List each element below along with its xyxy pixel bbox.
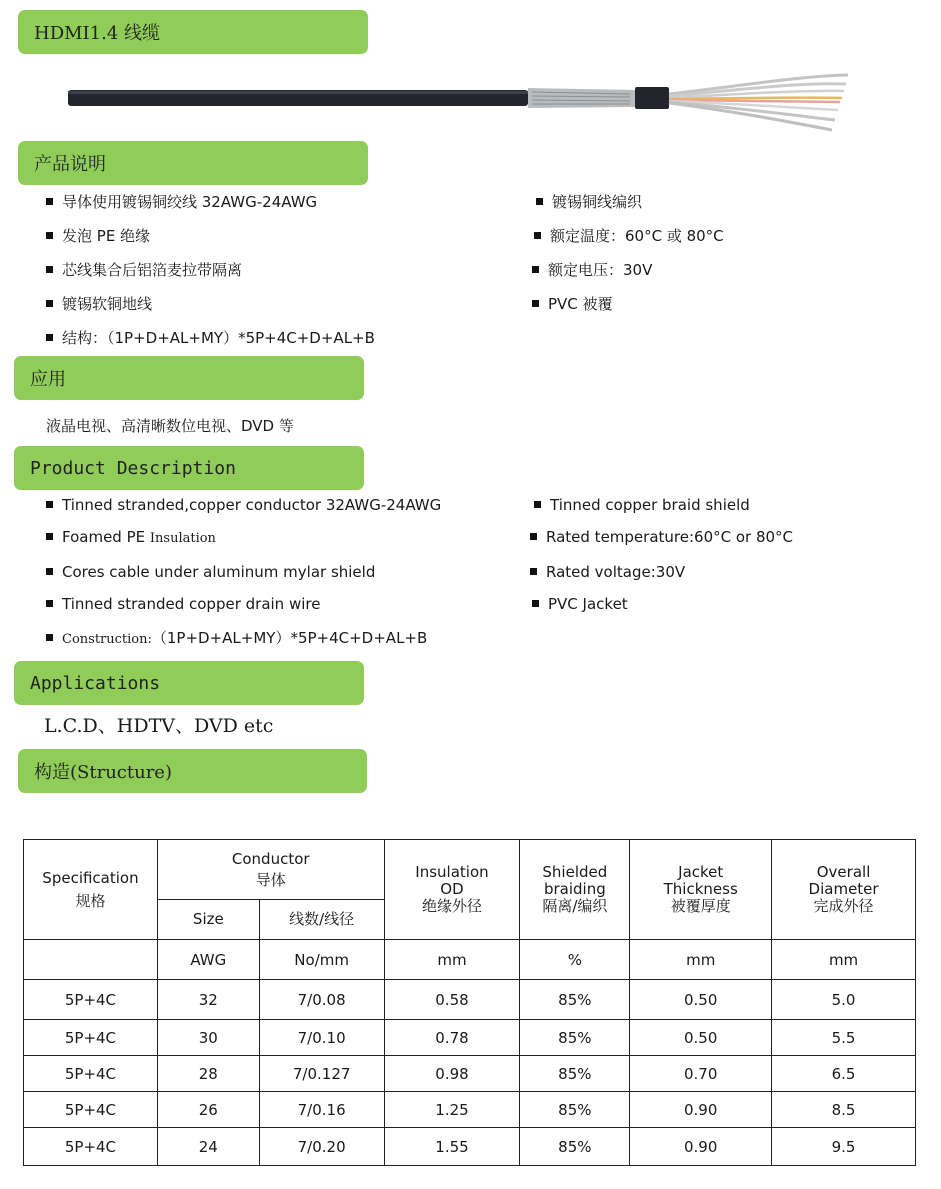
header-specification: Specification 规格 [24, 840, 158, 940]
unit-cell: % [520, 940, 630, 980]
section-title-text: HDMI1.4 线缆 [34, 23, 161, 44]
section-desc-cn-text: 产品说明 [34, 154, 106, 175]
header-overall-diameter: Overall Diameter 完成外径 [772, 840, 916, 940]
list-item: Tinned copper braid shield [534, 496, 750, 514]
section-desc-en-text: Product Description [30, 457, 236, 479]
spec-table [23, 839, 916, 1166]
section-apps-en [14, 661, 364, 705]
header-jacket-thickness: Jacket Thickness 被覆厚度 [630, 840, 772, 940]
list-item: 镀锡软铜地线 [46, 293, 152, 314]
apps-en-text: L.C.D、HDTV、DVD etc [44, 715, 274, 737]
list-item: 发泡 PE 绝缘 [46, 225, 150, 246]
list-item: 结构：（1P+D+AL+MY）*5P+4C+D+AL+B [46, 327, 375, 348]
table-units-row [24, 940, 916, 980]
list-item: 额定温度：60°C 或 80°C [534, 225, 724, 246]
section-desc-en [14, 446, 364, 490]
table-row: 5P+4C 30 7/0.10 0.78 85% 0.50 5.5 [24, 1020, 916, 1056]
section-apps-cn-text: 应用 [30, 369, 66, 390]
header-conductor: Conductor 导体 [157, 840, 384, 900]
table-row: 5P+4C 24 7/0.20 1.55 85% 0.90 9.5 [24, 1128, 916, 1166]
section-structure-text: 构造(Structure) [34, 762, 172, 783]
table-row: 5P+4C 32 7/0.08 0.58 85% 0.50 5.0 [24, 980, 916, 1020]
section-structure [18, 749, 367, 793]
header-strand: 线数/线径 [259, 900, 384, 940]
list-item: Rated temperature:60°C or 80°C [530, 528, 793, 546]
section-apps-en-text: Applications [30, 672, 161, 694]
list-item: Cores cable under aluminum mylar shield [46, 563, 375, 581]
list-item: Tinned stranded,copper conductor 32AWG-24AWG [46, 496, 441, 514]
cable-inner-jacket [635, 87, 669, 109]
header-shielded-braiding: Shielded braiding 隔离/编织 [520, 840, 630, 940]
section-desc-cn [18, 141, 368, 185]
list-item: 额定电压：30V [532, 259, 652, 280]
unit-cell: mm [384, 940, 520, 980]
cable-braid [528, 88, 635, 108]
table-header-row [24, 840, 916, 900]
list-item: PVC 被覆 [532, 293, 613, 314]
list-item: PVC Jacket [532, 595, 628, 613]
apps-cn-text: 液晶电视、高清晰数位电视、DVD 等 [46, 417, 294, 435]
unit-cell: mm [772, 940, 916, 980]
section-apps-cn [14, 356, 364, 400]
list-item: Foamed PE Insulation [46, 528, 216, 546]
list-item: 导体使用镀锡铜绞线 32AWG-24AWG [46, 191, 317, 212]
unit-cell: AWG [157, 940, 259, 980]
table-row: 5P+4C 28 7/0.127 0.98 85% 0.70 6.5 [24, 1056, 916, 1092]
list-item: 芯线集合后铝箔麦拉带隔离 [46, 259, 242, 280]
header-insulation-od: Insulation OD 绝缘外径 [384, 840, 520, 940]
cable-image [60, 60, 860, 145]
table-row: 5P+4C 26 7/0.16 1.25 85% 0.90 8.5 [24, 1092, 916, 1128]
list-item: Rated voltage:30V [530, 563, 685, 581]
unit-cell: mm [630, 940, 772, 980]
unit-cell: No/mm [259, 940, 384, 980]
list-item: Tinned stranded copper drain wire [46, 595, 320, 613]
list-item: 镀锡铜线编织 [536, 191, 642, 212]
section-title-hdmi [18, 10, 368, 54]
header-size: Size [157, 900, 259, 940]
list-item: Construction:（1P+D+AL+MY）*5P+4C+D+AL+B [46, 627, 427, 648]
